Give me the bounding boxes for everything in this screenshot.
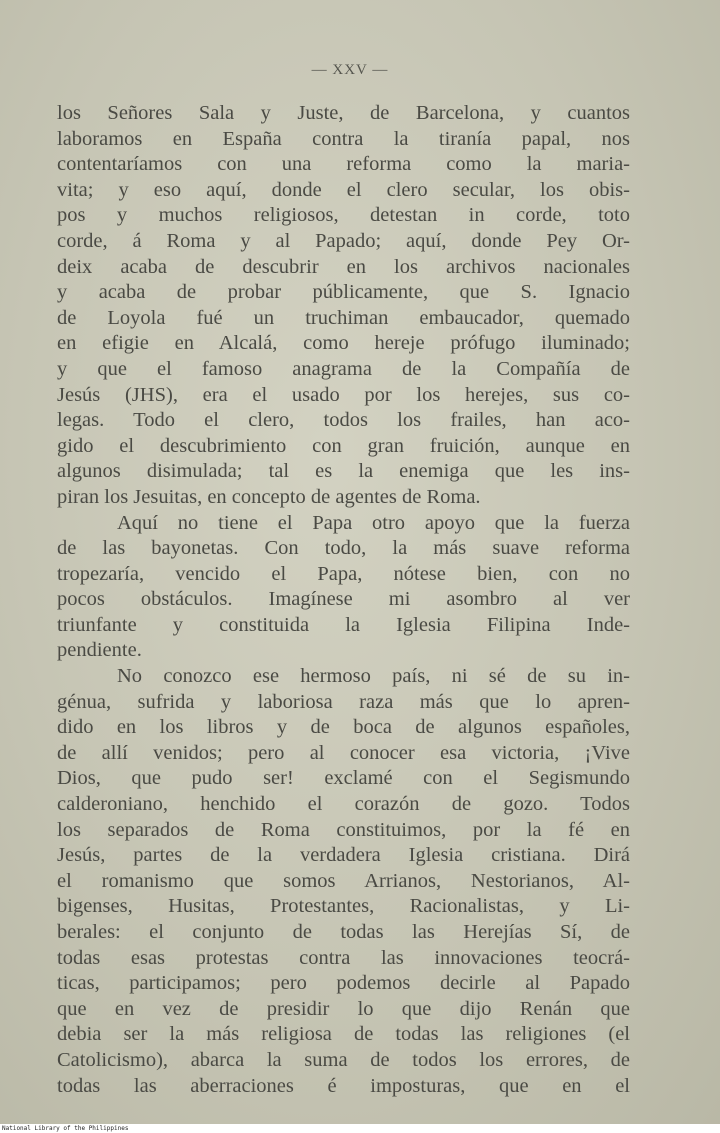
text-line: Jesús (JHS), era el usado por los herejes, sus co- <box>57 383 630 406</box>
text-line: ticas, participamos; pero podemos decirle al Papado <box>57 972 630 995</box>
paragraph-start-line: No conozco ese hermoso país, ni sé de su in- <box>117 665 630 688</box>
text-line: de las bayonetas. Con todo, la más suave reforma <box>57 537 630 560</box>
text-line: triunfante y constituida la Iglesia Filipina Inde- <box>57 613 630 636</box>
text-line: deix acaba de descubrir en los archivos nacionales <box>57 255 630 278</box>
text-line: contentaríamos con una reforma como la maria- <box>57 153 630 176</box>
text-line: el romanismo que somos Arrianos, Nestorianos, Al- <box>57 869 630 892</box>
page-number: — XXV — <box>311 62 389 78</box>
text-line: laboramos en España contra la tiranía papal, nos <box>57 127 630 150</box>
body-text <box>57 101 630 1099</box>
text-line: pos y muchos religiosos, detestan in corde, toto <box>57 204 630 227</box>
text-line: algunos disimulada; tal es la enemiga que les ins- <box>57 460 630 483</box>
text-line: calderoniano, henchido el corazón de gozo. Todos <box>57 793 630 816</box>
text-line: y que el famoso anagrama de la Compañía de <box>57 357 630 380</box>
text-line: tropezaría, vencido el Papa, nótese bien, con no <box>57 562 630 585</box>
text-line: los separados de Roma constituimos, por la fé en <box>57 818 630 841</box>
text-line: los Señores Sala y Juste, de Barcelona, y cuantos <box>57 102 630 124</box>
paragraph-start-line: Aquí no tiene el Papa otro apoyo que la fuerza <box>117 511 630 534</box>
text-line: de Loyola fué un truchiman embaucador, quemado <box>57 306 630 329</box>
text-line: piran los Jesuitas, en concepto de agentes de Roma. <box>57 485 481 508</box>
text-line: todas las aberraciones é imposturas, que en el <box>57 1074 630 1097</box>
text-line: génua, sufrida y laboriosa raza más que lo apren- <box>57 690 630 713</box>
text-line: debia ser la más religiosa de todas las religiones (el <box>57 1023 630 1046</box>
text-line: dido en los libros y de boca de algunos españoles, <box>57 716 630 739</box>
text-line: de allí venidos; pero al conocer esa victoria, ¡Vive <box>57 741 630 764</box>
text-line: corde, á Roma y al Papado; aquí, donde Pey Or- <box>57 229 630 252</box>
text-line: y acaba de probar públicamente, que S. Ignacio <box>57 281 630 304</box>
text-line: pocos obstáculos. Imagínese mi asombro al ver <box>57 588 630 611</box>
text-line: berales: el conjunto de todas las Herejías Sí, de <box>57 921 630 943</box>
text-line: gido el descubrimiento con gran fruición, aunque en <box>57 434 630 457</box>
text-line: que en vez de presidir lo que dijo Renán que <box>57 997 630 1020</box>
text-line: pendiente. <box>57 639 142 662</box>
text-line: vita; y eso aquí, donde el clero secular, los obis- <box>57 178 630 201</box>
text-line: en efigie en Alcalá, como hereje prófugo iluminado; <box>57 332 630 355</box>
text-line: Catolicismo), abarca la suma de todos los errores, de <box>57 1048 630 1071</box>
text-line: bigenses, Husitas, Protestantes, Racionalistas, y Li- <box>57 895 630 918</box>
text-line: Dios, que pudo ser! exclamé con el Segismundo <box>57 767 630 790</box>
text-line: todas esas protestas contra las innovaciones teocrá- <box>57 946 630 969</box>
text-line: legas. Todo el clero, todos los frailes, han aco- <box>57 409 630 432</box>
text-line: Jesús, partes de la verdadera Iglesia cristiana. Dirá <box>57 844 630 867</box>
library-credit: National Library of the Philippines <box>2 1125 129 1132</box>
